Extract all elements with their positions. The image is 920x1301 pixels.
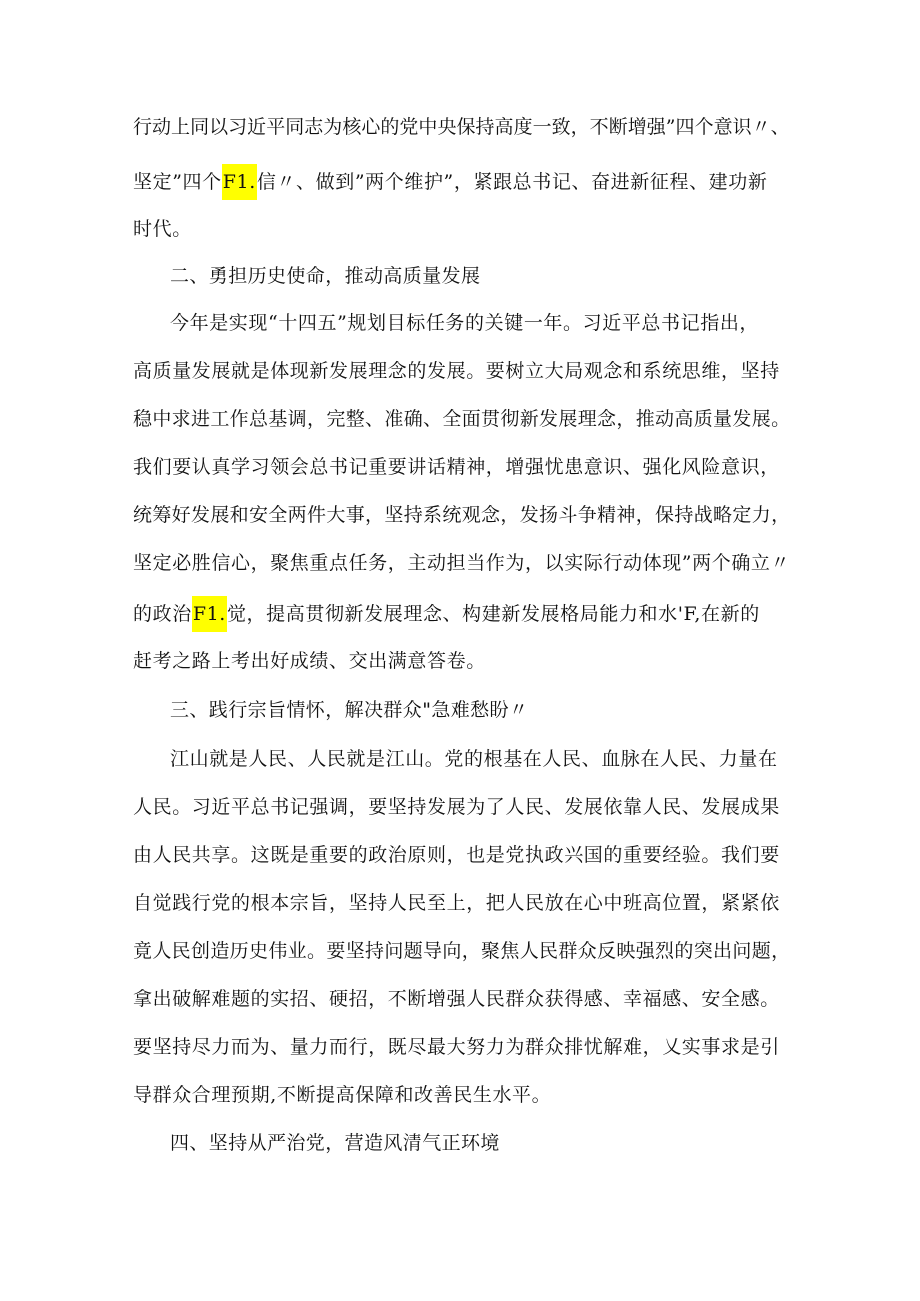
paragraph-line <box>133 594 760 634</box>
paragraph-line: 坚定必胜信心，聚焦重点任务，主动担当作为，以实际行动体现”两个确立〃 <box>133 552 791 574</box>
paragraph-line: 导群众合理预期,不断提高保障和改善民生水平。 <box>133 1084 552 1106</box>
paragraph-line: 竟人民创造历史伟业。要坚持问题导向，聚焦人民群众反映强烈的突出问题， <box>133 940 791 962</box>
section-heading: 二、勇担历史使命，推动高质量发展 <box>170 265 481 287</box>
paragraph-line: 赶考之路上考出好成绩、交出满意答卷。 <box>133 650 486 672</box>
section-heading: 四、坚持从严治党，营造风清气正环境 <box>170 1132 500 1154</box>
section-heading: 三、践行宗旨情怀，解决群众"急难愁盼〃 <box>170 699 529 721</box>
paragraph-line: 我们要认真学习领会总书记重要讲话精神，增强忧患意识、强化风险意识， <box>133 456 780 478</box>
paragraph-line: 江山就是人民、人民就是江山。党的根基在人民、血脉在人民、力量在 <box>170 748 778 770</box>
paragraph-line: 行动上同以习近平同志为核心的党中央保持高度一致，不断增强”四个意识〃、 <box>133 116 790 138</box>
paragraph-line: 要坚持尽力而为、量力而行，既尽最大努力为群众排忧解难，乂实事求是引 <box>133 1036 780 1058</box>
paragraph-line: 人民。习近平总书记强调，要坚持发展为了人民、发展依靠人民、发展成果 <box>133 796 780 818</box>
paragraph-line: 稳中求进工作总基调，完整、准确、全面贯彻新发展理念，推动高质量发展。 <box>133 408 791 430</box>
paragraph-line: 自觉践行党的根本宗旨，坚持人民至上，把人民放在心中班高位置，紧紧依 <box>133 892 780 914</box>
line-text: 的政治 <box>133 603 192 625</box>
paragraph-line: 统筹好发展和安全两件大事，坚持系统观念，发扬斗争精神，保持战略定力， <box>133 504 791 526</box>
paragraph-line: 高质量发展就是体现新发展理念的发展。要树立大局观念和系统思维，坚持 <box>133 360 780 382</box>
line-text: 坚定”四个 <box>133 171 222 193</box>
highlight-marker: F1. <box>222 164 257 200</box>
paragraph-line: 由人民共享。这既是重要的政治原则，也是党执政兴国的重要经验。我们要 <box>133 844 780 866</box>
paragraph-line <box>133 162 767 202</box>
paragraph-line: 时代。 <box>133 218 192 240</box>
line-text: 信〃、做到”两个维护”，紧跟总书记、奋进新征程、建功新 <box>256 171 768 193</box>
paragraph-line: 拿出破解难题的实招、硬招，不断增强人民群众获得感、幸福感、安全感。 <box>133 988 780 1010</box>
paragraph-line: 今年是实现“十四五”规划目标任务的关键一年。习近平总书记指出， <box>170 312 760 334</box>
highlight-marker: F1. <box>192 596 227 632</box>
line-text: 觉，提高贯彻新发展理念、构建新发展格局能力和水'F,在新的 <box>226 603 760 625</box>
